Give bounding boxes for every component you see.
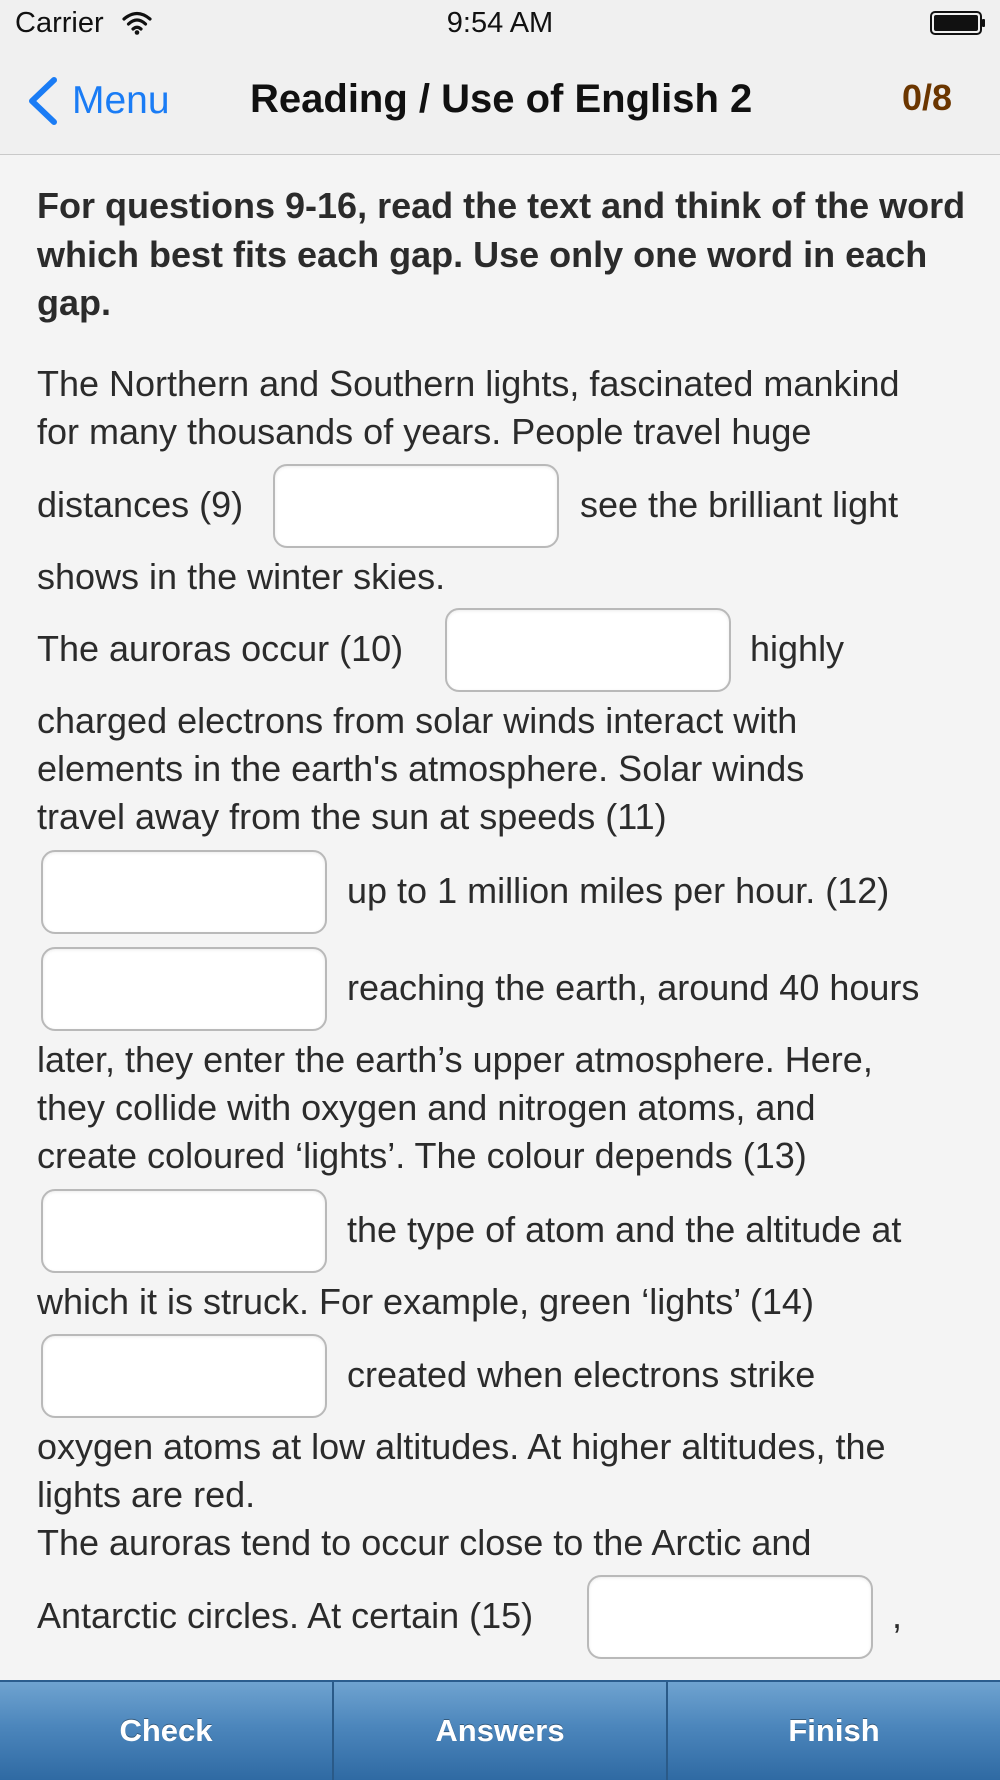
passage-line: create coloured ‘lights’. The colour depends (13): [37, 1135, 807, 1176]
passage-line: shows in the winter skies.: [37, 556, 446, 597]
passage-line: which it is struck. For example, green ‘lights’ (14): [37, 1281, 814, 1322]
gap-13-input[interactable]: [41, 1189, 327, 1273]
gap-10-input[interactable]: [445, 608, 731, 692]
back-label: Menu: [72, 79, 170, 122]
answers-button[interactable]: Answers: [334, 1682, 668, 1780]
passage-line: highly: [750, 628, 845, 669]
passage-line: reaching the earth, around 40 hours: [347, 967, 920, 1008]
passage-line: ,: [892, 1595, 903, 1636]
gap-15-input[interactable]: [587, 1575, 873, 1659]
page-title: Reading / Use of English 2: [250, 77, 753, 121]
passage-line: see the brilliant light: [580, 484, 899, 525]
passage-line: elements in the earth's atmosphere. Solar winds: [37, 748, 805, 789]
passage-line: they collide with oxygen and nitrogen atoms, and: [37, 1087, 816, 1128]
passage-line: The auroras occur (10): [37, 628, 404, 669]
passage-line: later, they enter the earth’s upper atmosphere. Here,: [37, 1039, 873, 1080]
passage-line: for many thousands of years. People travel huge: [37, 411, 812, 452]
instructions-text: For questions 9-16, read the text and think of the word which best fits each gap. Use only one word in each gap.: [37, 185, 966, 323]
passage-line: Antarctic circles. At certain (15): [37, 1595, 534, 1636]
bottom-toolbar: [0, 1680, 1000, 1780]
passage-line: lights are red.: [37, 1474, 256, 1515]
content-area: [37, 158, 972, 328]
gap-12-input[interactable]: [41, 947, 327, 1031]
passage-line: distances (9): [37, 484, 244, 525]
status-bar: [0, 0, 1000, 50]
nav-bar: [0, 50, 1000, 155]
passage-line: up to 1 million miles per hour. (12): [347, 870, 890, 911]
check-button[interactable]: Check: [0, 1682, 334, 1780]
passage-line: The auroras tend to occur close to the Arctic and: [37, 1522, 812, 1563]
finish-button[interactable]: Finish: [788, 1713, 880, 1748]
passage-line: created when electrons strike: [347, 1354, 816, 1395]
passage-line: charged electrons from solar winds interact with: [37, 700, 798, 741]
battery-icon: [930, 11, 986, 35]
chevron-left-icon: [26, 76, 60, 126]
carrier-label: Carrier: [15, 7, 104, 39]
score-counter: 0/8: [901, 77, 952, 118]
gap-9-input[interactable]: [273, 464, 559, 548]
passage-line: travel away from the sun at speeds (11): [37, 796, 667, 837]
passage-line: oxygen atoms at low altitudes. At higher altitudes, the: [37, 1426, 886, 1467]
gap-14-input[interactable]: [41, 1334, 327, 1418]
passage-line: the type of atom and the altitude at: [347, 1209, 902, 1250]
gap-11-input[interactable]: [41, 850, 327, 934]
clock: 9:54 AM: [446, 7, 554, 39]
passage-line: The Northern and Southern lights, fascinated mankind: [37, 363, 900, 404]
back-button[interactable]: [26, 76, 170, 126]
